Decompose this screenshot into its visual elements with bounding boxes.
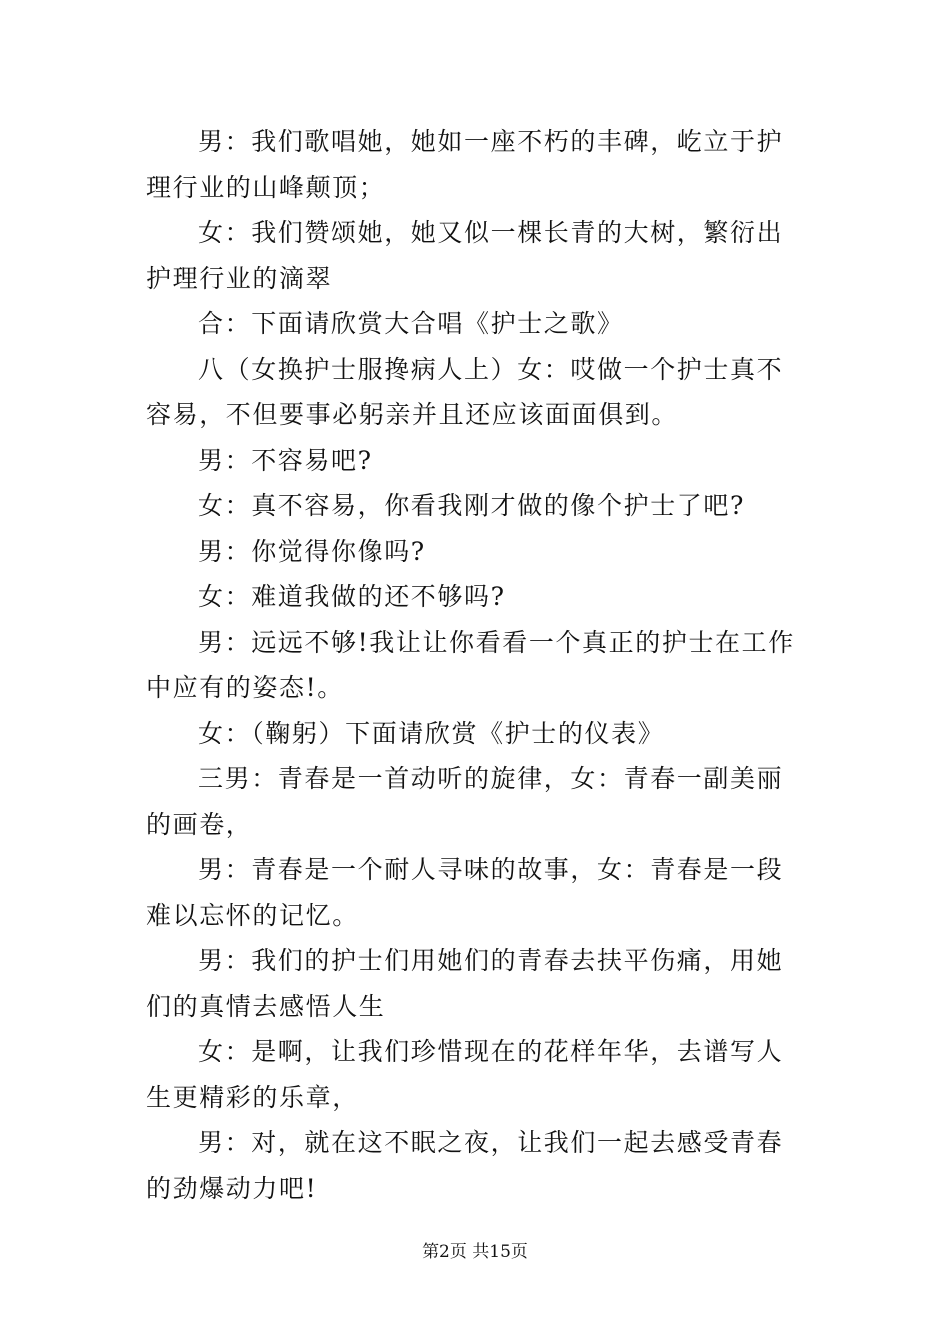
paragraph: 男：远远不够!我让让你看看一个真正的护士在工作中应有的姿态!。 (146, 627, 795, 702)
paragraph: 合：下面请欣赏大合唱《护士之歌》 (198, 309, 624, 338)
paragraph: 男：我们的护士们用她们的青春去扶平伤痛，用她们的真情去感悟人生 (146, 946, 784, 1021)
paragraph: 女：是啊，让我们珍惜现在的花样年华，去谱写人生更精彩的乐章， (146, 1037, 784, 1112)
page-number-footer: 第2页 共15页 (422, 1242, 528, 1262)
paragraph: 女：我们赞颂她，她又似一棵长青的大树，繁衍出护理行业的滴翠 (146, 218, 784, 293)
paragraph: 男：不容易吧? (198, 445, 373, 475)
paragraph: 女：（鞠躬）下面请欣赏《护士的仪表》 (198, 718, 665, 748)
paragraph: 三男：青春是一首动听的旋律，女：青春一副美丽的画卷， (146, 764, 784, 839)
paragraph: 男：青春是一个耐人寻味的故事，女：青春是一段难以忘怀的记忆。 (146, 855, 784, 930)
paragraph: 男：对，就在这不眠之夜，让我们一起去感受青春的劲爆动力吧! (146, 1128, 784, 1203)
paragraph: 女：真不容易，你看我刚才做的像个护士了吧? (198, 491, 746, 520)
paragraph: 女：难道我做的还不够吗? (198, 582, 506, 611)
document-body (146, 119, 808, 1211)
paragraph: 男：我们歌唱她，她如一座不朽的丰碑，屹立于护理行业的山峰颠顶； (146, 127, 784, 202)
paragraph: 八（女换护士服搀病人上）女：哎做一个护士真不容易，不但要事必躬亲并且还应该面面俱到。 (146, 354, 784, 429)
paragraph: 男：你觉得你像吗? (198, 536, 426, 566)
